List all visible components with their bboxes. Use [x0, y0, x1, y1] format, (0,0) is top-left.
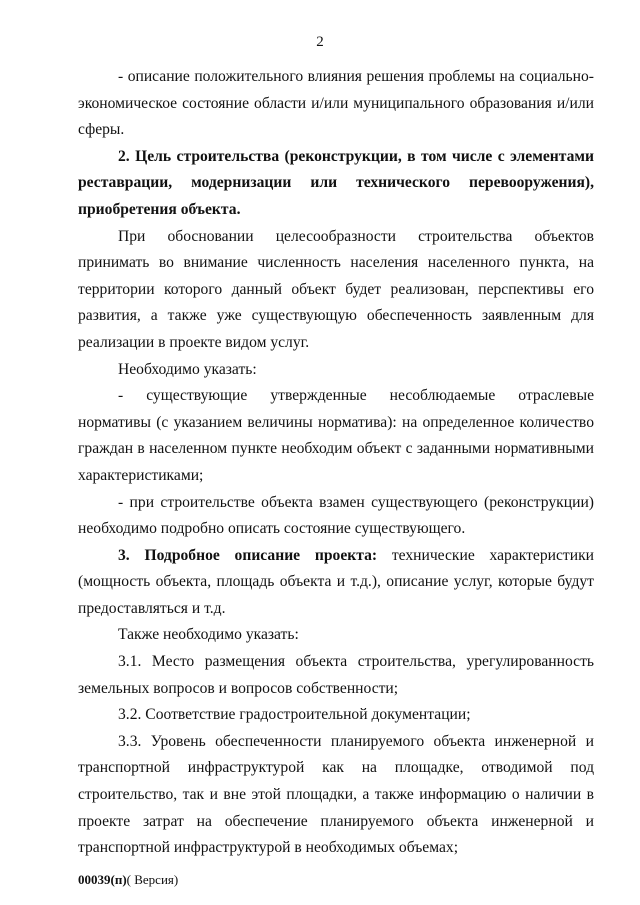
paragraph-5: - существующие утвержденные несоблюдаемые отраслевые нормативы (с указанием величины норматива): на определенное количество граждан в населенном пункте необходим объект с заданными нормативными характеристиками; [78, 387, 594, 484]
paragraph-1: - описание положительного влияния решения проблемы на социально-экономическое состояние области и/или муниципального образования и/или сферы. [78, 68, 594, 139]
paragraph-6: - при строительстве объекта взамен существующего (реконструкции) необходимо подробно описать состояние существующего. [78, 493, 594, 538]
section-3-paragraph: 3. Подробное описание проекта: технические характеристики (мощность объекта, площадь объекта и т.д.), описание услуг, которые будут предоставляться и т.д. [78, 546, 594, 617]
paragraph-8: Также необходимо указать: [118, 626, 299, 644]
footer-version: ( Версия) [126, 872, 179, 887]
footer [78, 872, 178, 888]
document-body [78, 64, 594, 862]
paragraph-3: При обосновании целесообразности строительства объектов принимать во внимание численность населения населенного пункта, на территории которого данный объект будет реализован, перспективы его развития, а также уже существующую обеспеченность заявленным для реализации в проекте видом услуг. [78, 227, 594, 351]
paragraph-4: Необходимо указать: [118, 360, 257, 378]
item-3-2: 3.2. Соответствие градостроительной документации; [118, 706, 471, 724]
item-3-1: 3.1. Место размещения объекта строительства, урегулированность земельных вопросов и вопросов собственности; [78, 653, 594, 697]
page-number: 2 [316, 34, 324, 50]
footer-code: 00039(п) [78, 872, 127, 887]
section-2-heading: 2. Цель строительства (реконструкции, в том числе с элементами реставрации, модернизации или технического перевооружения), приобретения объекта. [78, 147, 594, 218]
item-3-3: 3.3. Уровень обеспеченности планируемого объекта инженерной и транспортной инфраструктурой как на площадке, отводимой под строительство, так и вне этой площадки, а также информацию о наличии в проекте затрат на обеспечение планируемого объекта инженерной и транспортной инфраструктурой в необходимых объемах; [78, 732, 594, 857]
